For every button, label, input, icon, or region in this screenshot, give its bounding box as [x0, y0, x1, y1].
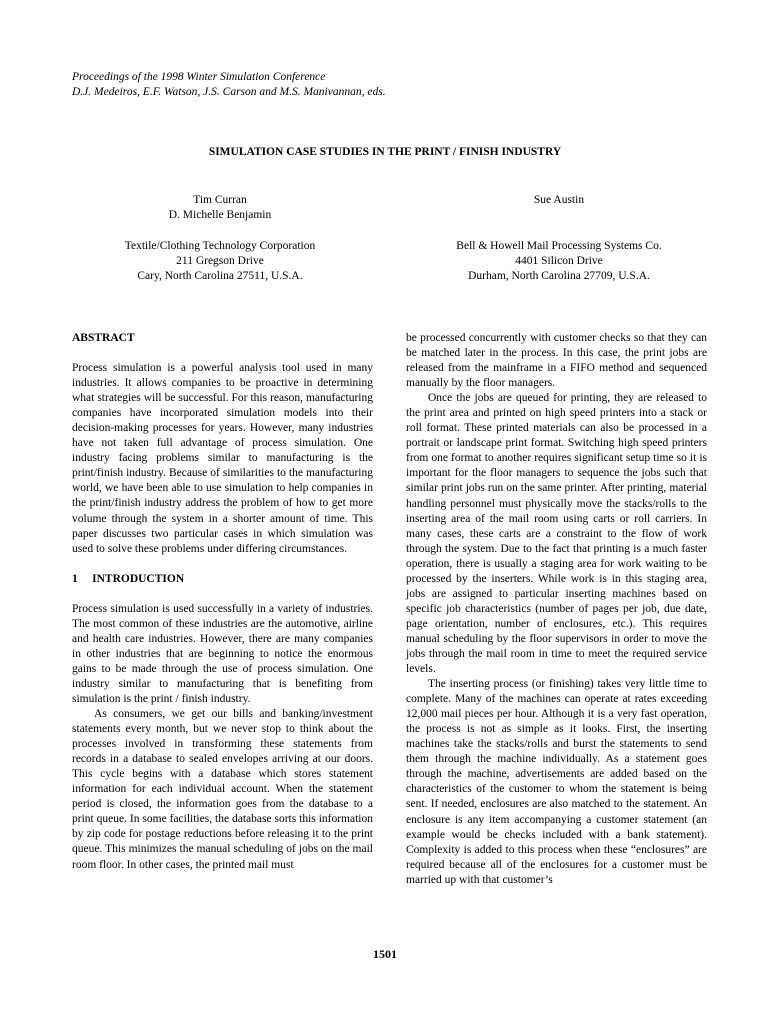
affiliation-left — [72, 239, 368, 285]
author-block-left — [72, 193, 368, 223]
body-paragraph-continued: be processed concurrently with customer checks so that they can be matched later in the process. In this case, the print jobs are released from the mainframe in a FIFO method and sequenced manually by the floor managers. — [406, 332, 707, 390]
body-paragraph-inserting: The inserting process (or finishing) takes very little time to complete. Many of the machines can operate at rates exceeding 12,000 mail pieces per hour. Although it is a very fast operation, the process is not as simple as it looks. First, the inserting machines take the stacks/rolls and burst the statements to send them through the machine individually. As a statement goes through the machine, advertisements are added based on the characteristics of the customer to whom the statement is being sent. If needed, enclosures are also matched to the statement. An enclosure is any item accompanying a customer statement (an example would be checks included with a bank statement). Complexity is added to this process when these “enclosures” are required because all of the enclosures for a customer must be married up with that customer’s — [406, 678, 707, 886]
author-block-right — [410, 193, 708, 208]
affiliation-org: Bell & Howell Mail Processing Systems Co. — [456, 240, 662, 252]
affiliation-street: 4401 Silicon Drive — [515, 255, 603, 268]
affiliation-street: 211 Gregson Drive — [176, 255, 264, 268]
right-column — [406, 331, 707, 888]
abstract-heading: ABSTRACT — [72, 332, 135, 344]
intro-paragraph-2: As consumers, we get our bills and banking/investment statements every month, but we never stop to think about the processes involved in transforming these statements from records in a database to sealed envelopes arriving at our doors. This cycle begins with a database which stores statement information for each individual account. When the statement period is closed, the information goes from the database to a print queue. In some facilities, the database sorts this information by zip code for postage reductions before releasing it to the print queue. This minimizes the manual scheduling of jobs on the mail room floor. In other cases, the printed mail must — [72, 708, 373, 871]
affiliation-org: Textile/Clothing Technology Corporation — [124, 240, 316, 252]
author-name: Tim Curran — [193, 194, 247, 206]
affiliation-city: Cary, North Carolina 27511, U.S.A. — [137, 270, 303, 283]
affiliation-right — [410, 239, 708, 285]
proceedings-line-1: Proceedings of the 1998 Winter Simulation Conference — [72, 71, 326, 83]
author-name: D. Michelle Benjamin — [168, 209, 272, 222]
proceedings-header — [72, 70, 386, 100]
left-column — [72, 331, 373, 873]
paper-title: SIMULATION CASE STUDIES IN THE PRINT / FINISH INDUSTRY — [208, 146, 562, 158]
page-number: 1501 — [373, 947, 397, 961]
intro-paragraph-1: Process simulation is used successfully in a variety of industries. The most common of these industries are the automotive, airline and health care industries. However, there are many companies in other industries that are beginning to notice the enormous gains to be made through the use of process simulation. One industry similar to manufacturing that is benefiting from simulation is the print / finish industry. — [72, 602, 373, 705]
author-name: Sue Austin — [533, 194, 585, 206]
abstract-text: Process simulation is a powerful analysis tool used in many industries. It allows companies to be proactive in determining what strategies will be successful. For this reason, manufacturing companies have incorporated simulation models into their decision-making processes for years. However, many industries have not taken full advantage of process simulation. One industry facing problems similar to manufacturing is the print/finish industry. Because of similarities to the manufacturing world, we have been able to use simulation to help companies in the print/finish industry address the problem of how to get more volume through the system in a shorter amount of time. This paper discusses two particular cases in which simulation was used to solve these problems under differing circumstances. — [72, 362, 373, 555]
section-heading-introduction: 1 INTRODUCTION — [72, 572, 185, 585]
editors-line: D.J. Medeiros, E.F. Watson, J.S. Carson and M.S. Manivannan, eds. — [72, 86, 386, 98]
body-paragraph-printing: Once the jobs are queued for printing, they are released to the print area and printed on high speed printers into a stack or roll format. These printed materials can also be processed in a portrait or landscape print format. Switching high speed printers from one format to another requires significant setup time so it is important for the floor managers to sequence the jobs such that similar print jobs run on the same printer. After printing, material handling personnel must physically move the stacks/rolls to the inserting area of the mail room using carts or roll carriers. In many cases, these carts are a constraint to the flow of work through the system. Due to the fact that printing is a much faster operation, there is usually a staging area for work waiting to be processed by the inserters. While work is in this staging area, jobs are assigned to particular inserting machines based on specific job characteristics (number of pages per job, due date, page orientation, number of enclosures, etc.). This requires manual scheduling by the floor supervisors in order to move the jobs through the mail room in time to meet the required service levels. — [406, 392, 707, 676]
affiliation-city: Durham, North Carolina 27709, U.S.A. — [468, 270, 650, 283]
